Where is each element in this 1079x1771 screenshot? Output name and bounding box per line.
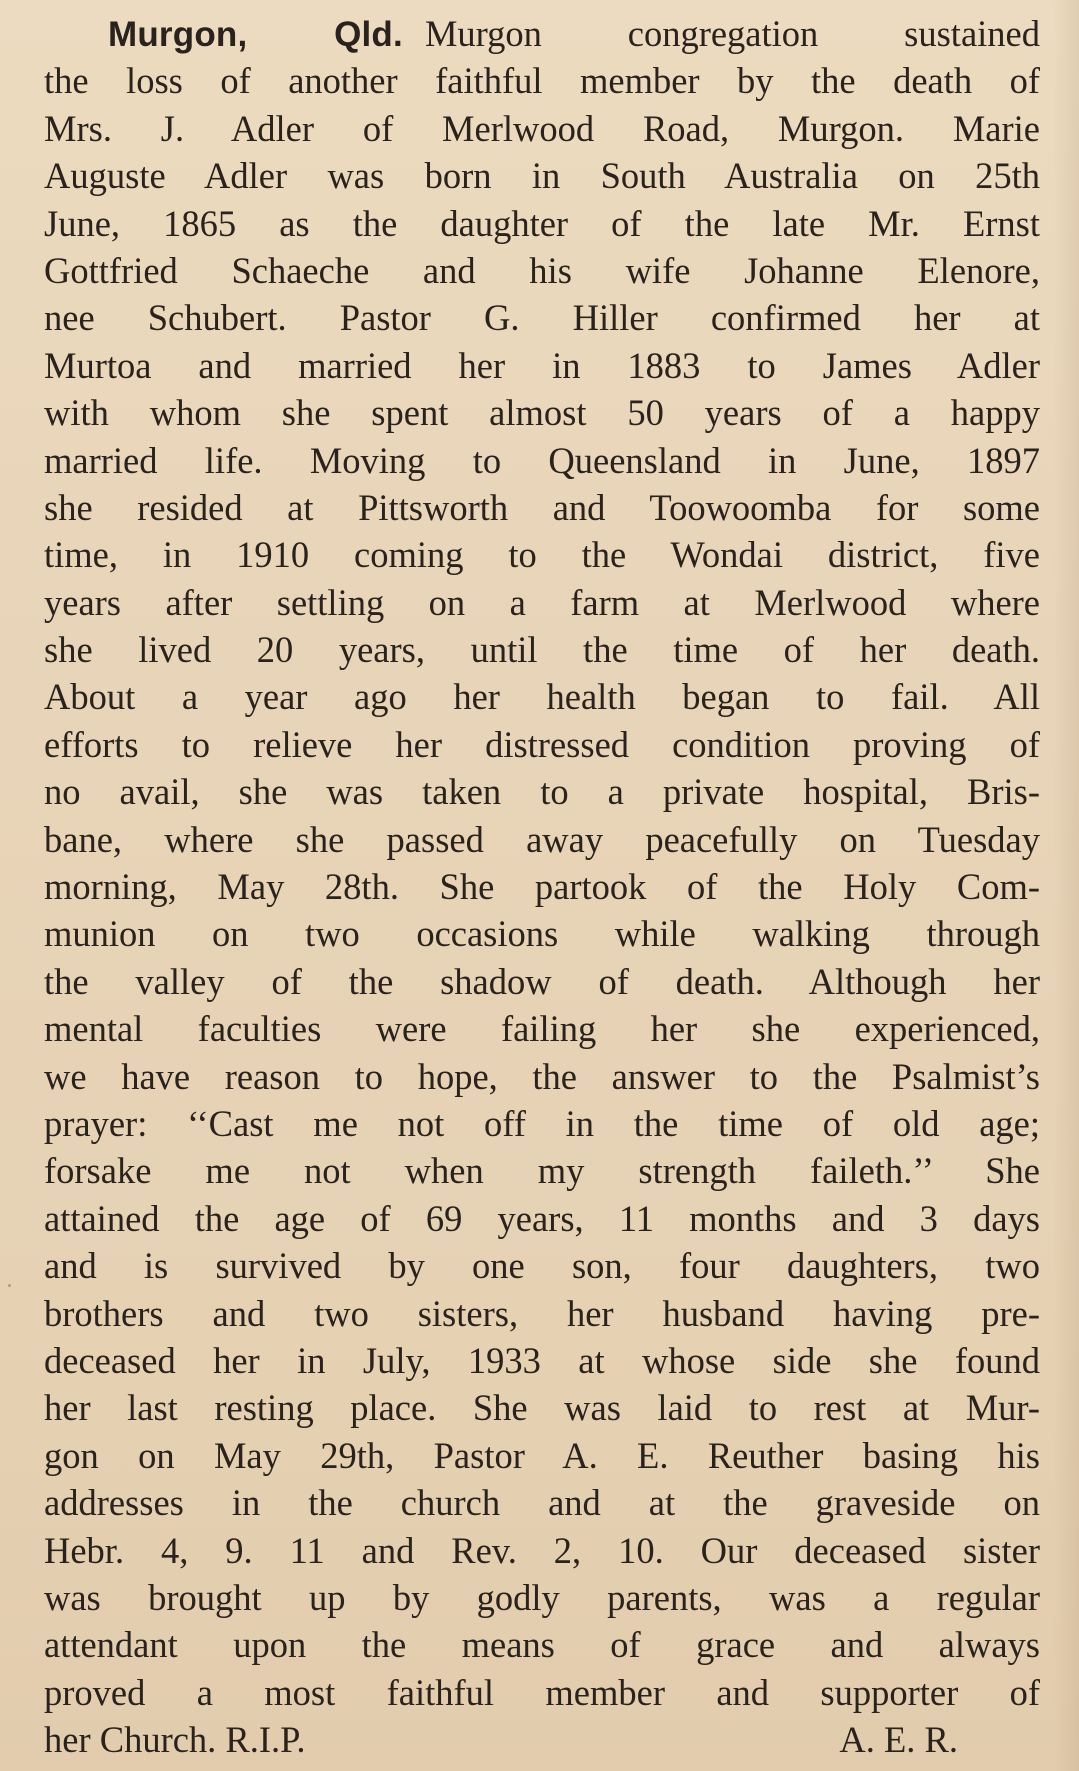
article-line: with whom she spent almost 50 years of a happy (44, 392, 1040, 434)
article-line: the valley of the shadow of death. Although her (44, 960, 1040, 1002)
article-line: time, in 1910 coming to the Wondai district, five (44, 534, 1040, 576)
article-line: and is survived by one son, four daughters, two (44, 1245, 1040, 1287)
article-line: Mrs. J. Adler of Merlwood Road, Murgon. Marie (44, 107, 1040, 149)
article-line: bane, where she passed away peacefully on Tuesday (44, 818, 1040, 860)
article-line: married life. Moving to Queensland in June, 1897 (44, 439, 1040, 481)
article-line: the loss of another faithful member by the death of (44, 60, 1040, 102)
article-line: brothers and two sisters, her husband having pre- (44, 1292, 1040, 1334)
article-line: gon on May 29th, Pastor A. E. Reuther basing his (44, 1434, 1040, 1476)
article-line: efforts to relieve her distressed condition proving of (44, 723, 1040, 765)
paper-edge-shading (1053, 0, 1079, 1771)
article-line-text: Murgon congregation sustained (424, 13, 1040, 54)
article-line: Hebr. 4, 9. 11 and Rev. 2, 10. Our deceased sister (44, 1529, 1040, 1571)
closing-text: her Church. R.I.P. (44, 1719, 306, 1761)
article-heading: Murgon, Qld. (108, 15, 403, 54)
article-line: prayer: ‘‘Cast me not off in the time of old age; (44, 1102, 1040, 1144)
article-line: nee Schubert. Pastor G. Hiller confirmed her at (44, 297, 1040, 339)
article-line: deceased her in July, 1933 at whose side she found (44, 1339, 1040, 1381)
article-line: her last resting place. She was laid to rest at Mur- (44, 1387, 1040, 1429)
author-signature: A. E. R. (839, 1719, 958, 1761)
article-line: she resided at Pittsworth and Toowoomba for some (44, 486, 1040, 528)
article-line: munion on two occasions while walking through (44, 913, 1040, 955)
article-line: morning, May 28th. She partook of the Holy Com- (44, 866, 1040, 908)
article-line: mental faculties were failing her she experienced, (44, 1008, 1040, 1050)
article-line: she lived 20 years, until the time of her death. (44, 629, 1040, 671)
article-line: forsake me not when my strength faileth.’’ She (44, 1150, 1040, 1192)
article-line: Murtoa and married her in 1883 to James Adler (44, 344, 1040, 386)
article-line: proved a most faithful member and supporter of (44, 1671, 1040, 1713)
paper-speck (8, 1284, 11, 1287)
article-line: no avail, she was taken to a private hospital, Bris- (44, 771, 1040, 813)
article-line: June, 1865 as the daughter of the late Mr. Ernst (44, 202, 1040, 244)
article-line: attendant upon the means of grace and always (44, 1624, 1040, 1666)
article-line: About a year ago her health began to fail. All (44, 676, 1040, 718)
article-line: addresses in the church and at the graveside on (44, 1482, 1040, 1524)
article-line: attained the age of 69 years, 11 months and 3 days (44, 1197, 1040, 1239)
article-line: Gottfried Schaeche and his wife Johanne Elenore, (44, 249, 1040, 291)
article-line: years after settling on a farm at Merlwood where (44, 581, 1040, 623)
obituary-article (44, 10, 1040, 1763)
article-line-1 (44, 10, 1040, 57)
article-line: Auguste Adler was born in South Australia on 25th (44, 155, 1040, 197)
article-line: was brought up by godly parents, was a regular (44, 1576, 1040, 1618)
article-line: we have reason to hope, the answer to the Psalmist’s (44, 1055, 1040, 1097)
article-closing-line (44, 1716, 1040, 1763)
